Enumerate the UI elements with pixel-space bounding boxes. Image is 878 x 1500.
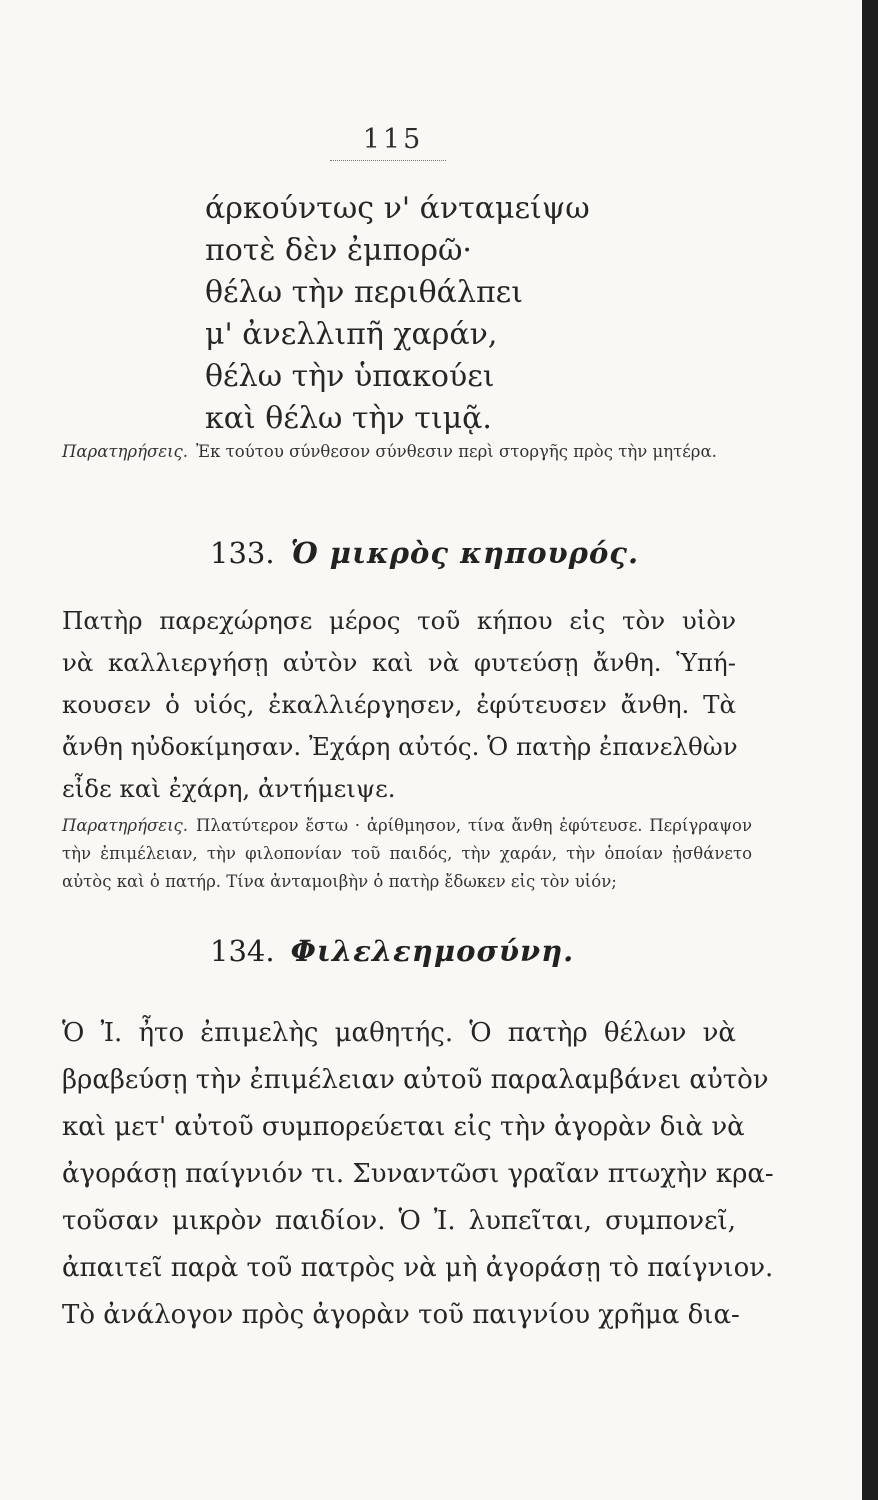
paragraph-line: ἄνθη ηὐδοκίμησαν. Ἐχάρη αὐτός. Ὁ πατὴρ ἐπανελθὼν [62,732,738,761]
poem-line: θέλω τὴν ὑπακούει [205,359,495,394]
paragraph-line: ἀγοράσῃ παίγνιόν τι. Συναντῶσι γραῖαν πτωχὴν κρα- [62,1159,774,1189]
paragraph-line: κουσεν ὁ υἱός, ἐκαλλιέργησεν, ἐφύτευσεν ἄνθη. Τὰ [62,690,736,719]
poem-line: καὶ θέλω τὴν τιμᾷ. [205,401,492,436]
section-number: 133. [210,536,275,570]
poem-line: άρκούντως ν' άνταμείψω [205,191,590,226]
page-number: 115 [362,124,424,155]
remarks-text: Πλατύτερον ἔστω · ἀρίθμησον, τίνα ἄνθη ἐφύτευσε. Περίγραψον τὴν ἐπιμέλειαν, τὴν φιλοπονίαν τοῦ παιδός, τὴν χαράν, τὴν ὁποίαν ᾐσθάνετο αὐτὸς καὶ ὁ πατήρ. Τίνα ἀνταμοιβὴν ὁ πατὴρ ἔδωκεν εἰς τὸν υἱόν; [62,816,752,891]
section-paragraph [62,600,736,810]
paragraph-line: Ὁ Ἰ. ἦτο ἐπιμελὴς μαθητής. Ὁ πατὴρ θέλων νὰ [62,1018,736,1048]
header-rule [330,160,446,161]
paragraph-line: νὰ καλλιεργήσῃ αὐτὸν καὶ νὰ φυτεύσῃ ἄνθη. Ὑπή- [62,648,736,677]
section-title: Φιλελεημοσύνη. [290,934,575,968]
paragraph-line: εἶδε καὶ ἐχάρη, ἀντήμειψε. [62,774,396,803]
remarks-note [62,812,752,896]
section-heading [210,934,810,968]
paragraph-line: ἀπαιτεῖ παρὰ τοῦ πατρὸς νὰ μὴ ἀγοράσῃ τὸ παίγνιον. [62,1253,774,1283]
paragraph-line: καὶ μετ' αὐτοῦ συμπορεύεται εἰς τὴν ἀγορὰν διὰ νὰ [62,1112,745,1142]
remarks-note [62,438,752,466]
section-title: Ὁ μικρὸς κηπουρός. [290,536,640,570]
section-paragraph [62,1010,774,1339]
section-heading [210,536,810,570]
paragraph-line: βραβεύσῃ τὴν ἐπιμέλειαν αὐτοῦ παραλαμβάνει αὐτὸν [62,1065,769,1095]
paragraph-line: Πατὴρ παρεχώρησε μέρος τοῦ κήπου εἰς τὸν υἱὸν [62,606,736,635]
poem-line: θέλω τὴν περιθάλπει [205,275,523,310]
poem [205,188,645,440]
poem-line: ποτὲ δὲν ἐμπορῶ· [205,233,472,268]
remarks-text: Ἐκ τούτου σύνθεσον σύνθεσιν περὶ στοργῆς πρὸς τὴν μητέρα. [196,442,717,461]
remarks-label: Παρατηρήσεις. [62,816,189,835]
remarks-label: Παρατηρήσεις. [62,442,189,461]
scan-edge [862,0,878,1500]
poem-line: μ' ἀνελλιπῆ χαράν, [205,317,498,352]
section-number: 134. [210,934,275,968]
paragraph-line: τοῦσαν μικρὸν παιδίον. Ὁ Ἰ. λυπεῖται, συμπονεῖ, [62,1206,736,1236]
paragraph-line: Τὸ ἀνάλογον πρὸς ἀγορὰν τοῦ παιγνίου χρῆμα δια- [62,1300,740,1330]
